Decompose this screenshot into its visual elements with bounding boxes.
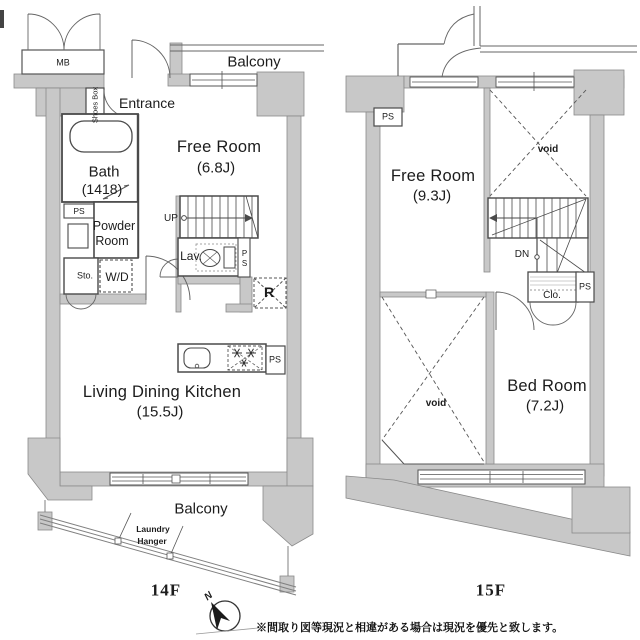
free-room-14f-size: (6.8J) [196, 159, 236, 177]
up-label: UP [164, 213, 178, 224]
balcony-top-label: Balcony [227, 53, 281, 71]
bed-room-name: Bed Room [507, 376, 587, 395]
ldk-size-label: (15.5J) [136, 403, 184, 421]
stairs-down-icon [488, 198, 588, 275]
free-room-15f-name: Free Room [390, 166, 476, 185]
laundry-hanger-label-1: Laundry [136, 523, 170, 534]
shoes-box-label: Shoes Box [90, 86, 100, 124]
doors-15f-top [398, 6, 637, 77]
powder-room-label-1: Powder [92, 218, 136, 233]
ps-mid-label: PS [578, 281, 592, 292]
bath-size-label: (1418) [81, 181, 123, 197]
edge-mark [0, 10, 4, 28]
free-room-14f-name: Free Room [176, 137, 262, 156]
compass-north-label: N [202, 590, 215, 604]
wall-tick [426, 290, 436, 298]
laundry-hanger-label-2: Hanger [137, 535, 167, 546]
ps-bath-label: PS [73, 205, 85, 216]
dn-label: DN [514, 249, 530, 260]
ldk-name-label: Living Dining Kitchen [82, 382, 242, 401]
closet-label: Clo. [543, 290, 561, 301]
stairs-up-icon [180, 196, 258, 238]
storage-label: Sto. [76, 270, 94, 281]
void-lower-x [382, 297, 484, 464]
window [418, 470, 585, 484]
window [190, 71, 257, 89]
free-room-15f-size: (9.3J) [412, 187, 452, 205]
floor-14f-label: 14F [150, 580, 182, 600]
entrance-door-arc [132, 40, 170, 78]
bathtub-icon [70, 121, 132, 152]
powder-room-label-2: Room [95, 233, 129, 248]
disclaimer-text: ※間取り図等現況と相違がある場合は現況を優先と致します。 [256, 622, 564, 634]
ps-kitchen-label: PS [268, 354, 282, 365]
meter-box-door-arcs [28, 14, 100, 50]
bed-room-size: (7.2J) [525, 397, 565, 415]
balcony-railing-top [170, 45, 324, 51]
washer-dryer-label: W/D [105, 270, 129, 284]
sink-cabinet [68, 224, 88, 248]
compass-icon [196, 601, 258, 634]
balcony-bottom-label: Balcony [174, 500, 228, 518]
lav-label: Lav. [180, 249, 202, 263]
ps-hall-label: PS [240, 249, 249, 269]
floor-15f-label: 15F [475, 580, 507, 600]
void-upper-label: void [537, 144, 559, 155]
entrance-label: Entrance [118, 95, 176, 111]
refrigerator-label: R [263, 284, 275, 300]
floor-15f-drawing [346, 6, 637, 556]
window [110, 473, 248, 485]
mb-label: MB [56, 57, 70, 68]
ps-top-label: PS [381, 111, 395, 122]
lav-door-arc [160, 259, 178, 277]
closet-door-arcs [530, 302, 576, 325]
void-upper-x [490, 90, 586, 196]
sink-icon [184, 348, 210, 368]
bath-name-label: Bath [88, 163, 120, 181]
void-lower-label: void [425, 398, 447, 409]
walls-14f [14, 43, 313, 592]
